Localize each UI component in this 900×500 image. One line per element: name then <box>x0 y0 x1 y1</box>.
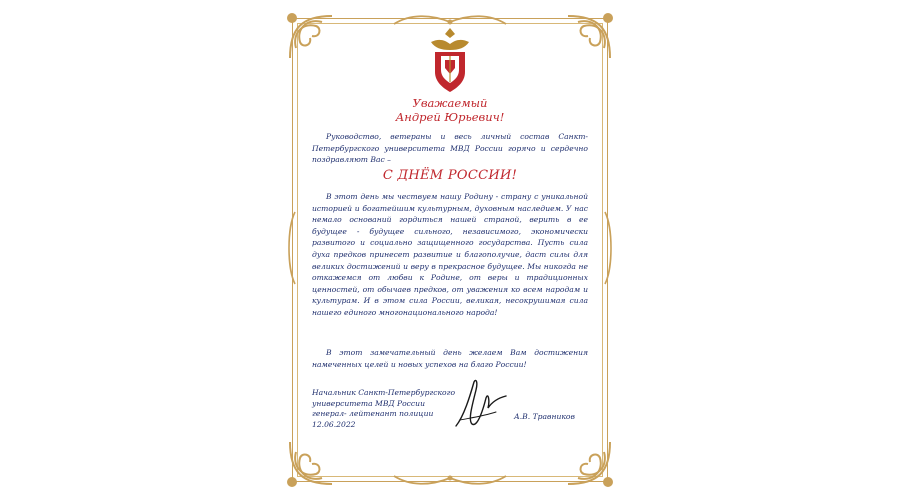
left-side-ornament-icon <box>285 208 299 288</box>
congratulation-letter <box>282 8 618 492</box>
corner-ornament-bottom-right-icon <box>558 432 618 492</box>
handwritten-signature <box>450 376 510 432</box>
greeting-title: Уважаемый <box>412 96 488 110</box>
right-side-ornament-icon <box>601 208 615 288</box>
wishes-paragraph: В этот замечательный день желаем Вам достижения намеченных целей и новых успехов на благо России! <box>312 348 588 369</box>
greeting-name: Андрей Юрьевич! <box>395 110 505 124</box>
intro-paragraph: Руководство, ветераны и весь личный состав Санкт-Петербургского университета МВД России горячо и сердечно поздравляют Вас – <box>312 132 588 165</box>
letter-date: 12.06.2022 <box>312 419 356 429</box>
signatory-block <box>312 388 472 430</box>
signatory-title-line1: Начальник Санкт-Петербургского <box>312 388 456 397</box>
signatory-title-line2: университета МВД России <box>312 398 425 408</box>
corner-ornament-top-right-icon <box>558 8 618 68</box>
corner-ornament-top-left-icon <box>282 8 342 68</box>
signatory-title-line3: генерал- лейтенант полиции <box>312 409 434 418</box>
bottom-center-ornament-icon <box>390 472 510 488</box>
headline: С ДНЁМ РОССИИ! <box>382 168 518 183</box>
signatory-name: А.В. Травников <box>514 412 575 421</box>
body-paragraph: В этот день мы чествуем нашу Родину - страну с уникальной историей и богатейшим культурным, духовным наследием. У нас немало оснований гордиться нашей страной, верить в ее будущее - будущее сильного, независимого, экономически развитого и социально защищенного государства. Пусть сила духа предков принесет развитие и благополучие, даст силы для великих достижений и веру в прекрасное будущее. Мы никогда не откажемся от любви к Родине, от веры и традиционных ценностей, от обычаев предков, от уважения ко всем народам и культурам. И в этом сила России, великая, несокрушимая сила нашего единого многонационального народа! <box>312 192 588 317</box>
corner-ornament-bottom-left-icon <box>282 432 342 492</box>
mvd-university-emblem-icon <box>425 26 475 96</box>
